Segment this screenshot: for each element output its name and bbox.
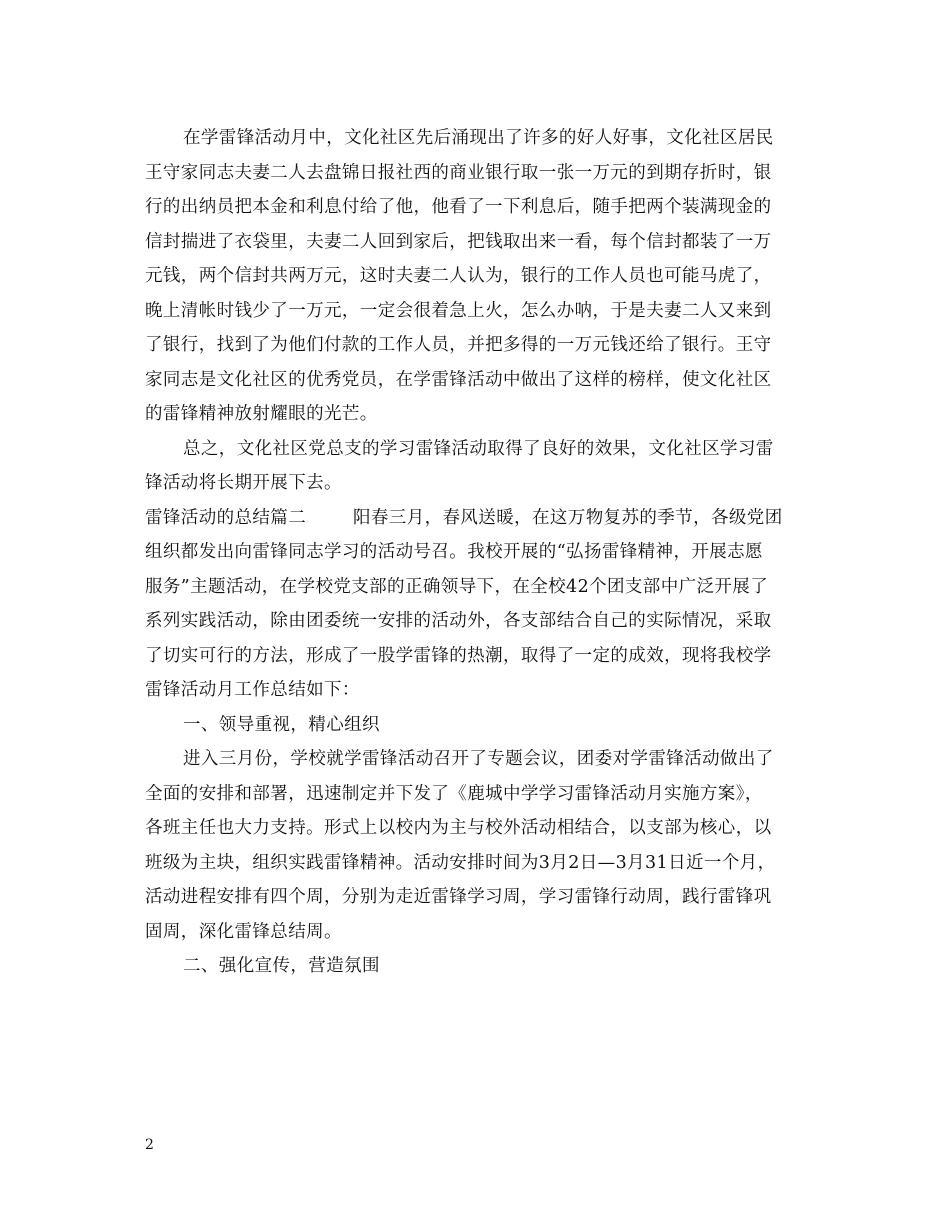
text-line: 各班主任也大力支持。形式上以校内为主与校外活动相结合，以支部为核心，以 <box>145 818 772 838</box>
text-line: 进入三月份，学校就学雷锋活动召开了专题会议，团委对学雷锋活动做出了 <box>183 749 774 769</box>
text-line: 行的出纳员把本金和利息付给了他，他看了一下利息后，随手把两个装满现金的 <box>145 197 772 217</box>
text-line: 固周，深化雷锋总结周。 <box>145 921 342 942</box>
text-line: 在学雷锋活动月中，文化社区先后涌现出了许多的好人好事，文化社区居民 <box>183 128 774 148</box>
text-line: 活动进程安排有四个周，分别为走近雷锋学习周，学习雷锋行动周，践行雷锋巩 <box>145 887 772 907</box>
text-line: 的雷锋精神放射耀眼的光芒。 <box>145 404 378 424</box>
text-line: 服务”主题活动，在学校党支部的正确领导下，在全校42个团支部中广泛开展了 <box>145 576 769 597</box>
text-line: 了切实可行的方法，形成了一股学雷锋的热潮，取得了一定的成效，现将我校学 <box>145 645 772 666</box>
text-line: 家同志是文化社区的优秀党员，在学雷锋活动中做出了这样的榜样，使文化社区 <box>145 369 772 390</box>
text-line: 全面的安排和部署，迅速制定并下发了《鹿城中学学习雷锋活动月实施方案》， <box>145 783 763 804</box>
text-line: 班级为主块，组织实践雷锋精神。活动安排时间为3月2日—3月31日近一个月， <box>145 852 776 873</box>
text-line: 晚上清帐时钱少了一万元，一定会很着急上火，怎么办呐，于是夫妻二人又来到 <box>145 300 772 321</box>
document-body <box>145 121 815 984</box>
page-number: 2 <box>145 1137 154 1153</box>
section-heading: 一、领导重视，精心组织 <box>183 714 380 735</box>
text-span: 阳春三月，春风送暖，在这万物复苏的季节，各级党团 <box>353 507 783 528</box>
text-line: 王守家同志夫妻二人去盘锦日报社西的商业银行取一张一万元的到期存折时，银 <box>145 162 772 183</box>
text-line: 总之，文化社区党总支的学习雷锋活动取得了良好的效果，文化社区学习雷 <box>183 438 774 459</box>
text-line: 信封揣进了衣袋里，夫妻二人回到家后，把钱取出来一看，每个信封都装了一万 <box>145 231 772 252</box>
text-line: 组织都发出向雷锋同志学习的活动号召。我校开展的“弘扬雷锋精神，开展志愿 <box>145 542 763 562</box>
section-heading: 二、强化宣传，营造氛围 <box>183 956 380 976</box>
section-title: 雷锋活动的总结篇二 <box>145 507 307 528</box>
text-line <box>145 501 815 536</box>
text-line: 雷锋活动月工作总结如下： <box>145 680 360 700</box>
text-line: 了银行，找到了为他们付款的工作人员，并把多得的一万元钱还给了银行。王守 <box>145 335 772 355</box>
text-line: 锋活动将长期开展下去。 <box>145 473 342 493</box>
text-line: 系列实践活动，除由团委统一安排的活动外，各支部结合自己的实际情况，采取 <box>145 611 772 631</box>
text-line: 元钱，两个信封共两万元，这时夫妻二人认为，银行的工作人员也可能马虎了， <box>145 266 772 286</box>
